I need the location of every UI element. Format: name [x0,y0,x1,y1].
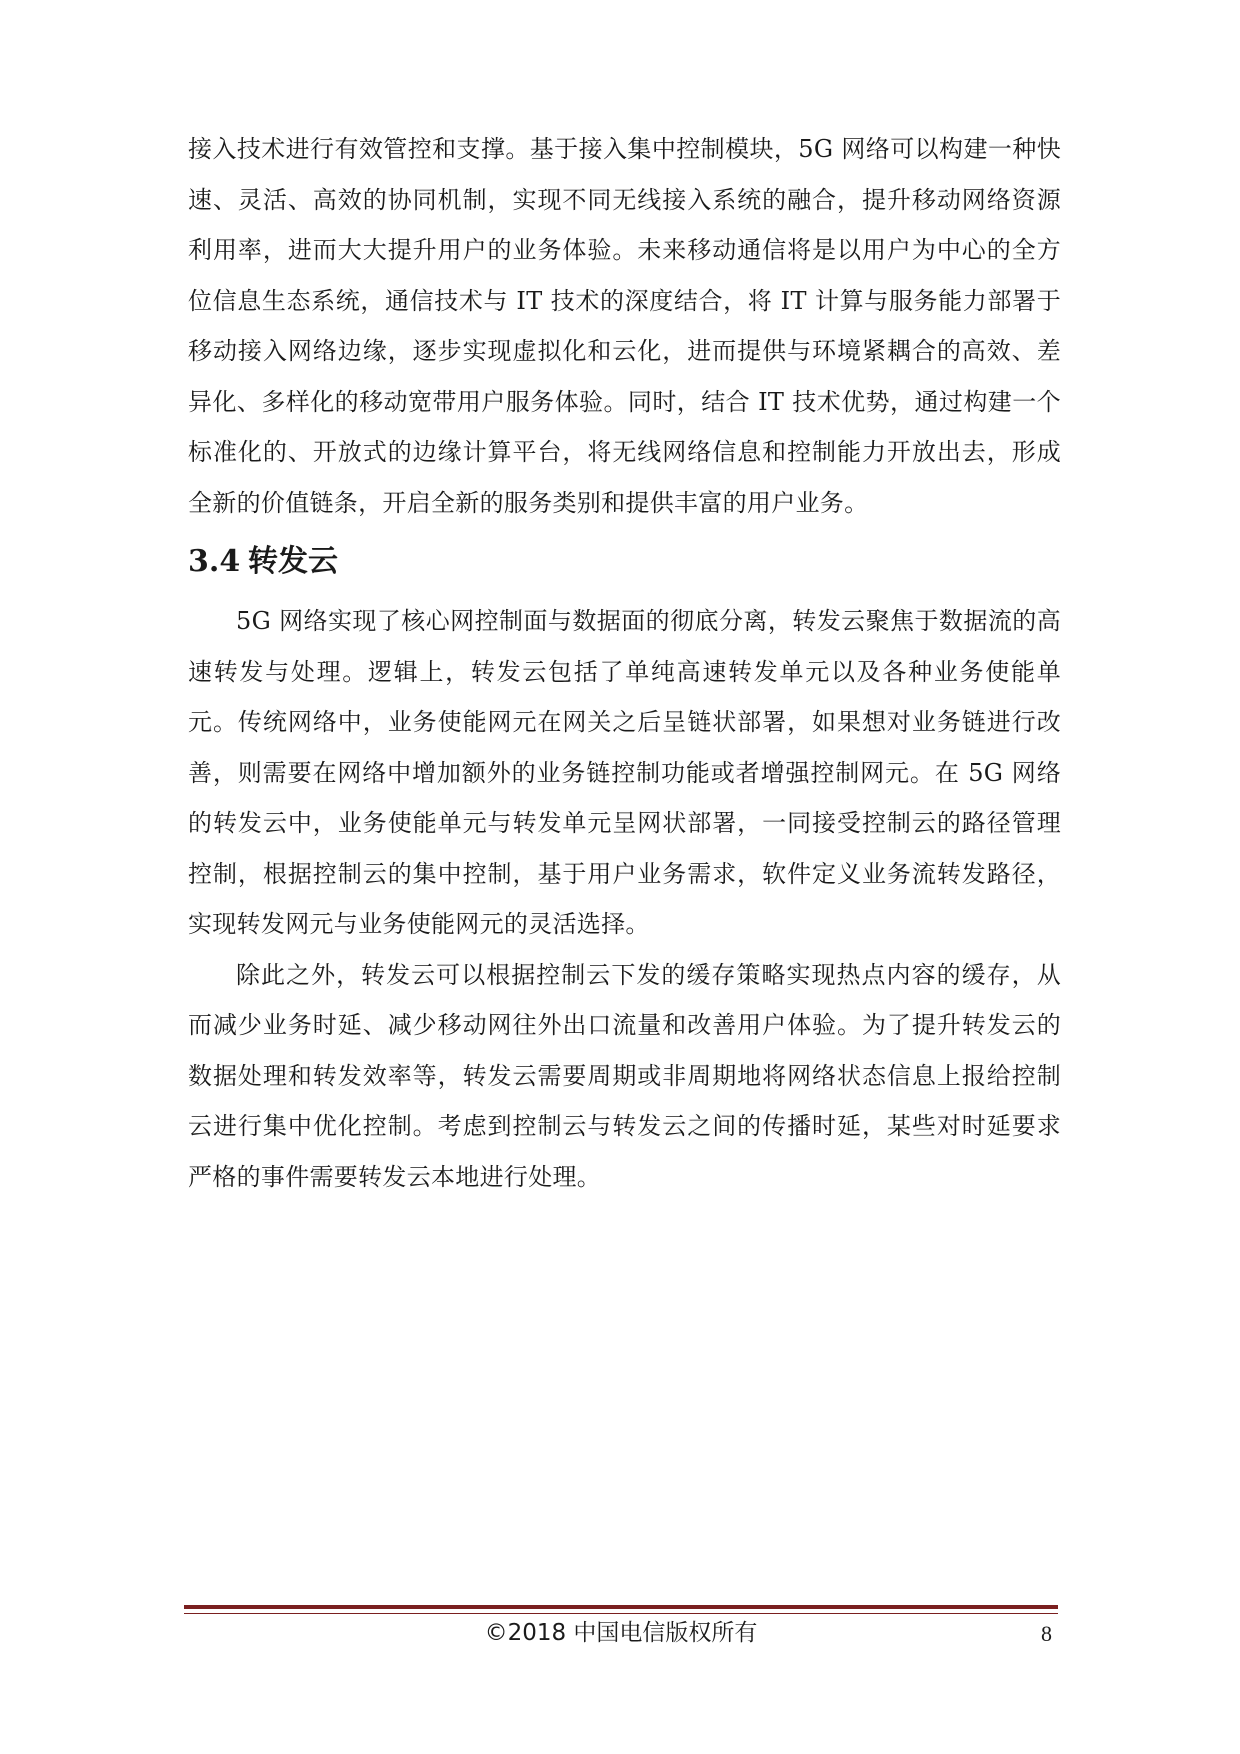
footer-rule [184,1605,1058,1614]
section-heading [188,540,1061,584]
paragraph-intro: 接入技术进行有效管控和支撑。基于接入集中控制模块，5G 网络可以构建一种快速、灵活、高效的协同机制，实现不同无线接入系统的融合，提升移动网络资源利用率，进而大大提升用户的业务体验。未来移动通信将是以用户为中心的全方位信息生态系统，通信技术与 IT 技术的深度结合，将 IT 计算与服务能力部署于移动接入网络边缘，逐步实现虚拟化和云化，进而提供与环境紧耦合的高效、差异化、多样化的移动宽带用户服务体验。同时，结合 IT 技术优势，通过构建一个标准化的、开放式的边缘计算平台，将无线网络信息和控制能力开放出去，形成全新的价值链条，开启全新的服务类别和提供丰富的用户业务。 [188,135,1061,517]
paragraph-forwarding-cloud: 5G 网络实现了核心网控制面与数据面的彻底分离，转发云聚焦于数据流的高速转发与处理。逻辑上，转发云包括了单纯高速转发单元以及各种业务使能单元。传统网络中，业务使能网元在网关之后呈链状部署，如果想对业务链进行改善，则需要在网络中增加额外的业务链控制功能或者增强控制网元。在 5G 网络的转发云中，业务使能单元与转发单元呈网状部署，一同接受控制云的路径管理控制，根据控制云的集中控制，基于用户业务需求，软件定义业务流转发路径，实现转发网元与业务使能网元的灵活选择。 [188,607,1061,938]
section-number: 3.4 [188,544,241,579]
section-title: 转发云 [248,544,338,579]
paragraph-caching: 除此之外，转发云可以根据控制云下发的缓存策略实现热点内容的缓存，从而减少业务时延、减少移动网往外出口流量和改善用户体验。为了提升转发云的数据处理和转发效率等，转发云需要周期或非周期地将网络状态信息上报给控制云进行集中优化控制。考虑到控制云与转发云之间的传播时延，某些对时延要求严格的事件需要转发云本地进行处理。 [188,960,1061,1191]
page-number: 8 [1041,1621,1052,1646]
copyright-notice: ©2018 中国电信版权所有 [484,1620,758,1646]
page-footer [184,1617,1058,1651]
page-body [188,124,1061,1202]
